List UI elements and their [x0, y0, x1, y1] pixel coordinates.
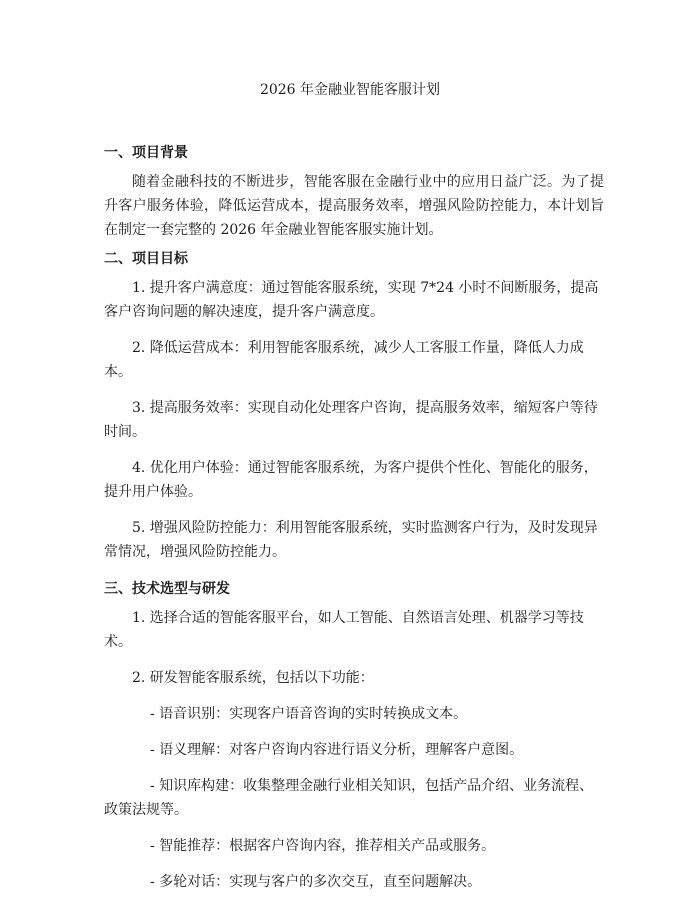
feature-item: - 多轮对话：实现与客户的多次交互，直至问题解决。 — [150, 874, 482, 890]
page-title: 2026 年金融业智能客服计划 — [259, 82, 441, 98]
goal-item: 5. 增强风险防控能力：利用智能客服系统，实时监测客户行为，及时发现异常情况，增强风险防控能力。 — [104, 520, 598, 560]
document-body — [104, 142, 604, 894]
section-heading-technology: 三、技术选型与研发 — [104, 581, 230, 597]
feature-item: - 智能推荐：根据客户咨询内容，推荐相关产品或服务。 — [150, 838, 496, 854]
section-heading-background: 一、项目背景 — [104, 145, 188, 161]
tech-item: 1. 选择合适的智能客服平台，如人工智能、自然语言处理、机器学习等技术。 — [104, 610, 584, 650]
goal-item: 2. 降低运营成本：利用智能客服系统，减少人工客服工作量，降低人力成本。 — [104, 340, 584, 380]
feature-item: - 语义理解：对客户咨询内容进行语义分析，理解客户意图。 — [150, 742, 524, 758]
section-heading-goals: 二、项目目标 — [104, 251, 188, 267]
goal-item: 3. 提高服务效率：实现自动化处理客户咨询，提高服务效率，缩短客户等待时间。 — [104, 400, 598, 440]
goal-item: 4. 优化用户体验：通过智能客服系统，为客户提供个性化、智能化的服务，提升用户体验。 — [104, 460, 598, 500]
background-paragraph: 随着金融科技的不断进步，智能客服在金融行业中的应用日益广泛。为了提升客户服务体验，降低运营成本，提高服务效率，增强风险防控能力，本计划旨在制定一套完整的 2026 年金融业智能客服实施计划。 — [104, 174, 604, 238]
feature-item: - 知识库构建：收集整理金融行业相关知识，包括产品介绍、业务流程、政策法规等。 — [104, 778, 594, 818]
feature-item: - 语音识别：实现客户语音咨询的实时转换成文本。 — [150, 706, 468, 722]
goal-item: 1. 提升客户满意度：通过智能客服系统，实现 7*24 小时不间断服务，提高客户咨询问题的解决速度，提升客户满意度。 — [104, 280, 599, 320]
tech-item: 2. 研发智能客服系统，包括以下功能： — [132, 670, 374, 686]
